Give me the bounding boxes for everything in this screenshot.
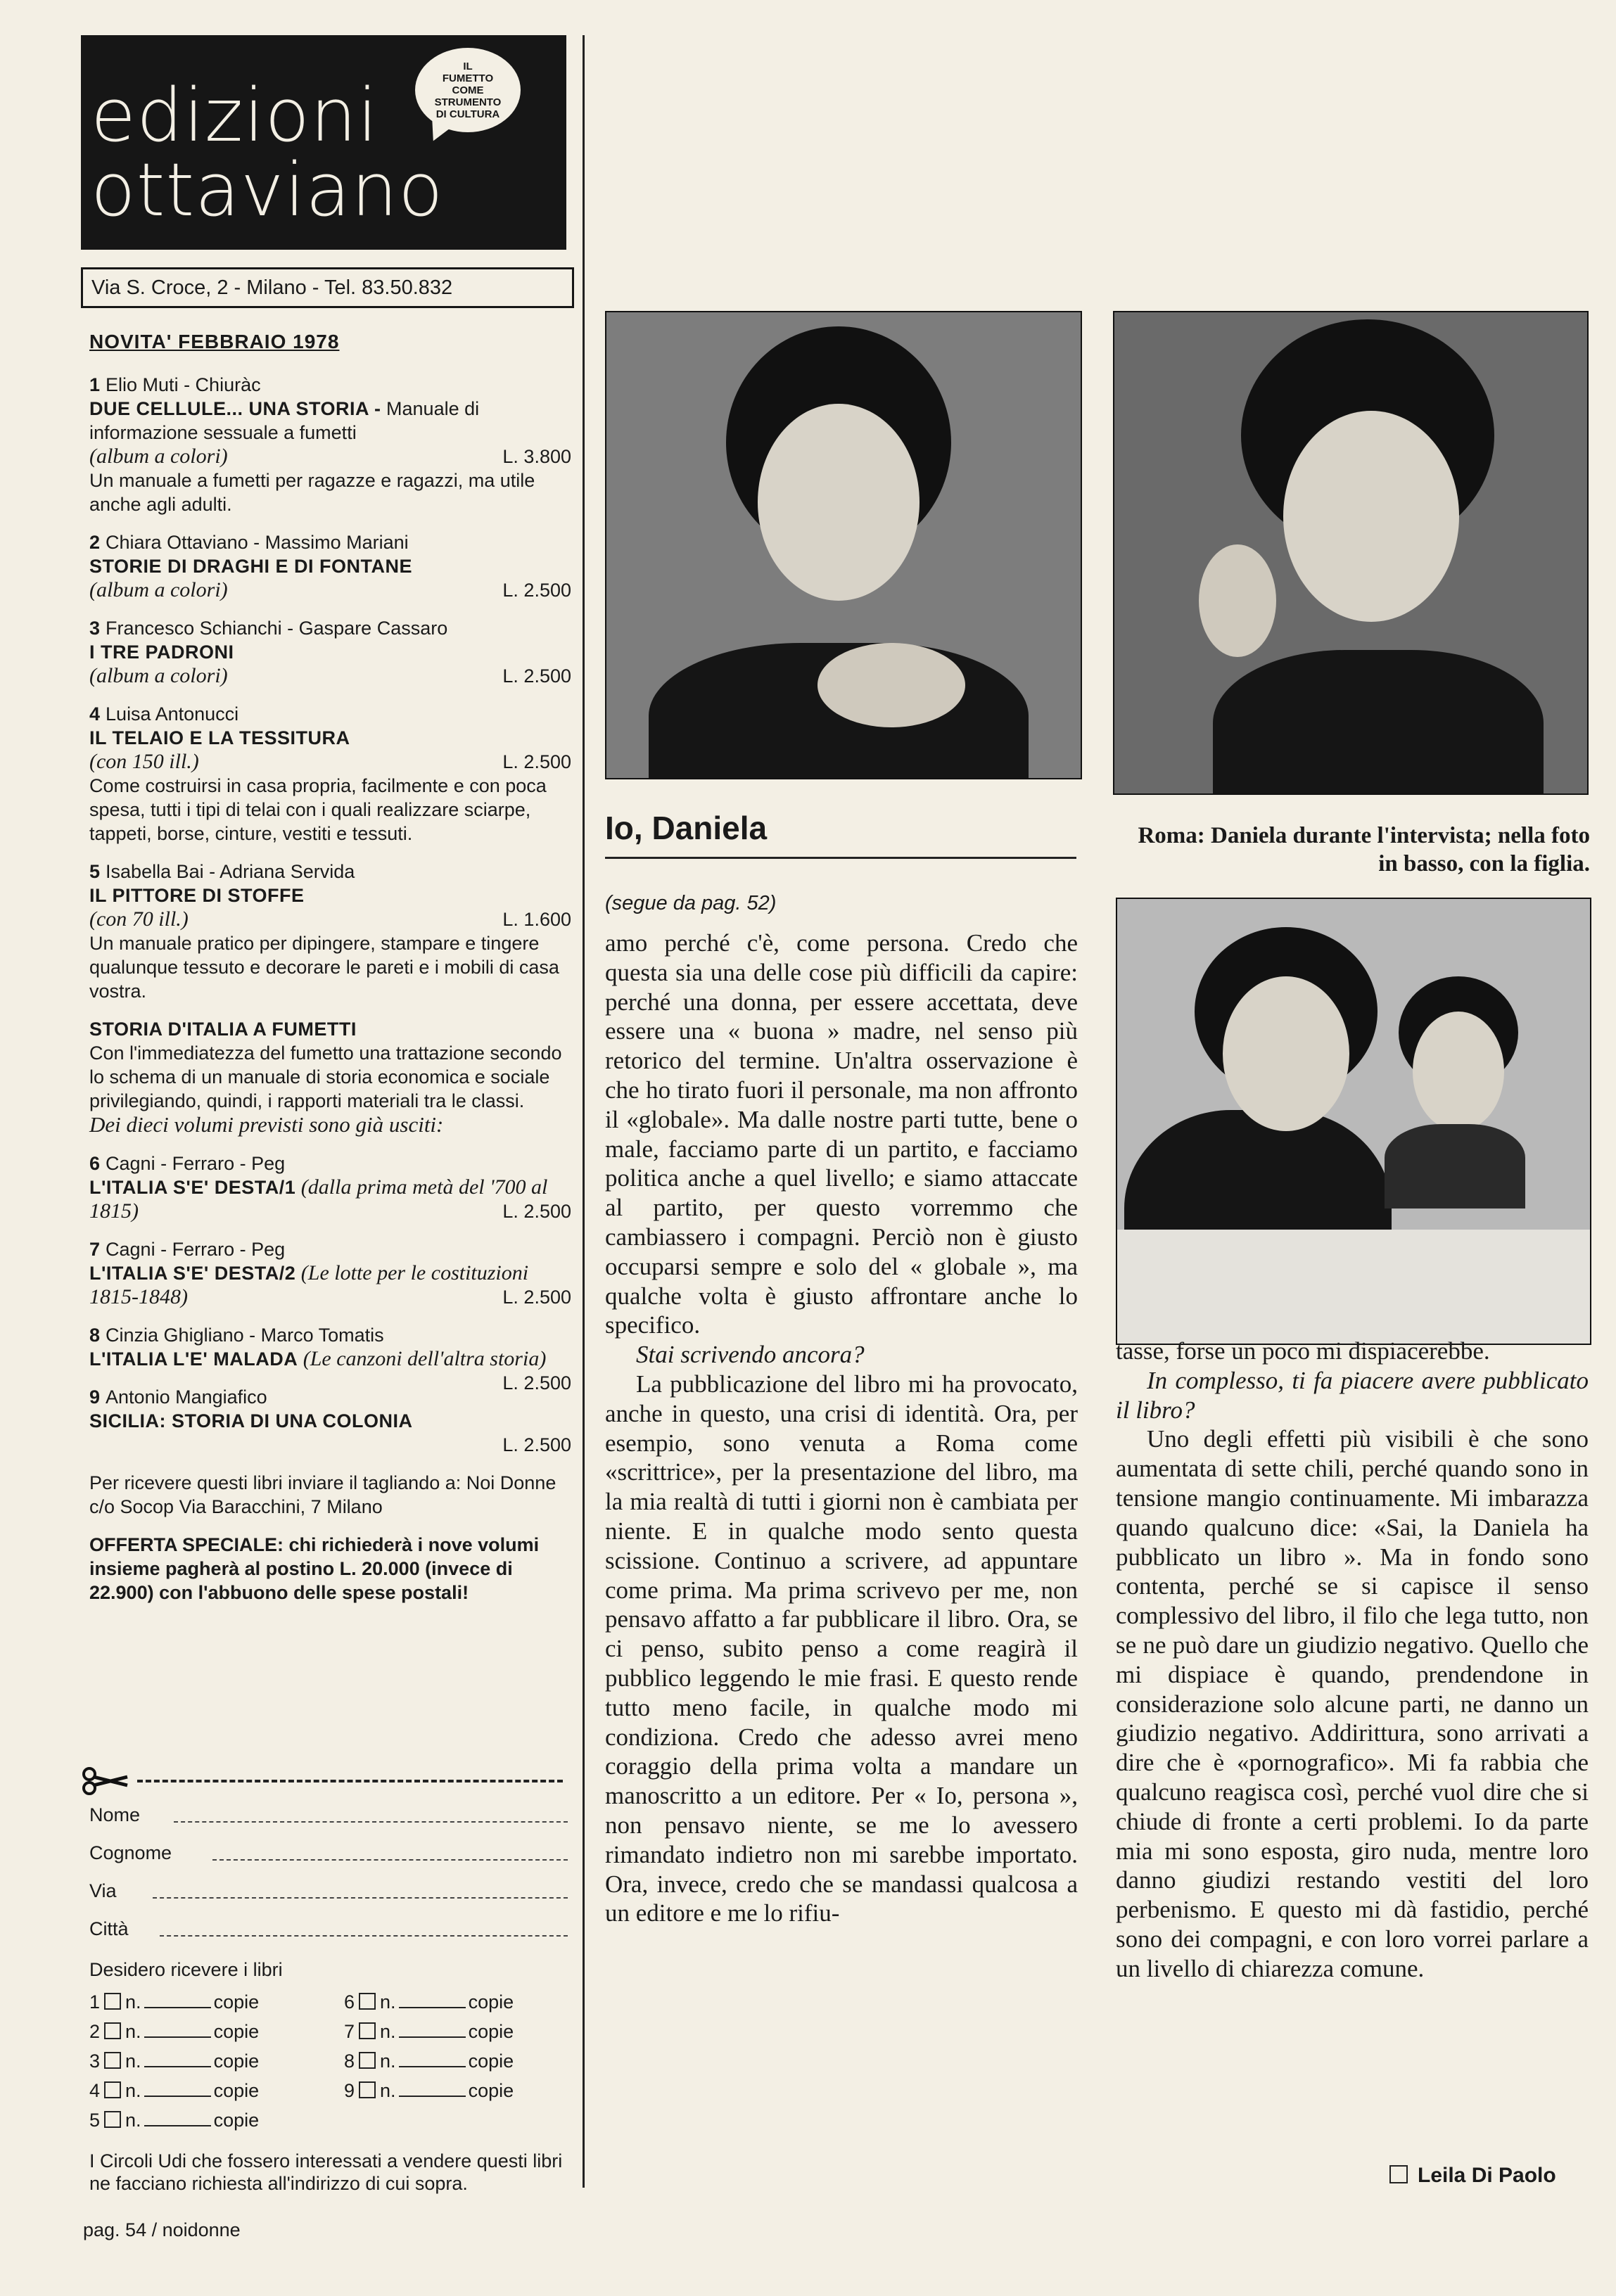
copie-label: copie [213,2051,260,2072]
book-authors: Cagni - Ferraro - Peg [106,1153,286,1174]
n-label: n. [380,1991,396,2013]
book-format: (Le lotte per le costituzioni 1815-1848) [89,1261,529,1308]
photo-shape [1199,544,1276,657]
book-list [89,373,571,1619]
copies-blank[interactable] [144,2096,211,2097]
copies-number: 3 [89,2051,101,2072]
nome-label: Nome [89,1804,141,1825]
photo-shape [1413,1012,1504,1131]
book-price: L. 2.500 [502,1434,571,1455]
book-item [89,702,571,846]
copie-label: copie [213,2080,260,2101]
cognome-field[interactable] [212,1859,568,1861]
checkbox[interactable] [104,2022,121,2039]
book-title: STORIE DI DRAGHI E DI FONTANE [89,556,413,577]
photo-daniela-smoking [1113,311,1589,795]
publisher-logo [81,35,566,250]
copie-label: copie [468,1991,514,2013]
book-title: IL TELAIO E LA TESSITURA [89,727,350,748]
checkbox[interactable] [359,1993,376,2010]
copie-label: copie [468,2051,514,2072]
book-authors: Francesco Schianchi - Gaspare Cassaro [106,618,448,639]
copies-blank[interactable] [399,2096,466,2097]
book-number: 6 [89,1153,101,1174]
book-price: L. 2.500 [502,665,571,687]
checkbox[interactable] [359,2052,376,2069]
book-format: (album a colori) [89,664,228,687]
copie-label: copie [468,2021,514,2042]
book-item [89,1237,571,1309]
n-label: n. [125,2110,141,2131]
book-description: Un manuale pratico per dipingere, stampare e tingere qualunque tessuto e decorare le pareti e i mobili di casa vostra. [89,933,559,1002]
order-instructions: Per ricevere questi libri inviare il tagliando a: Noi Donne c/o Socop Via Baracchini, 7 Milano [89,1472,556,1517]
book-format: (con 70 ill.) [89,907,189,931]
series-title: STORIA D'ITALIA A FUMETTI [89,1019,357,1040]
book-price: L. 2.500 [502,1287,571,1308]
series-block [89,1017,571,1137]
article-column-1 [605,929,1078,1928]
bubble-line: COME [452,84,484,96]
book-title: IL PITTORE DI STOFFE [89,885,305,906]
copies-row [344,1991,514,2020]
article-paragraph: Uno degli effetti più visibili è che sono aumentata di sette chili, perché quando sono in tensione mangio continuamente. Mi imbarazza quando qualcuno dice: «Sai, la Daniela ha pubblicato un libro ». Ma in fondo sono contenta, perché se si capisce il senso complessivo del libro, il filo che lega tutto, non se ne può dare un giudizio negativo. Quello che mi dispiace è quando, prendendone in considerazione solo alcune parti, ne danno un giudizio negativo. Addirittura, sono arrivati a dire che è «pornografico». Mi fa rabbia che qualcuno reagisca così, perché vuol dire che si chiude di fronte a certi problemi. Io da parte mia mi sono esposta, giro nuda, mentre loro danno giudizi restando vestiti del loro perbenismo. E questo mi dà fastidio, perché sono dei compagni, e con loro vorrei parlare a un livello di chiarezza comune. [1116,1425,1589,1982]
photo-shape [1283,411,1459,622]
section-title: NOVITA' FEBBRAIO 1978 [89,331,340,352]
n-label: n. [125,2021,141,2042]
nome-row [89,1804,568,1842]
copies-number: 8 [344,2051,355,2072]
book-price: L. 2.500 [502,580,571,601]
photo-daniela-talking [605,311,1082,779]
photo-shape [1223,976,1349,1131]
n-label: n. [380,2080,396,2101]
copies-blank[interactable] [144,2125,211,2126]
book-item [89,860,571,1003]
author-signature [1389,2164,1556,2188]
book-format: (Le canzoni dell'altra storia) [303,1347,547,1370]
book-item [89,373,571,516]
article-paragraph: tasse, forse un poco mi dispiacerebbe. [1116,1337,1490,1365]
citta-row [89,1918,568,1956]
book-price: L. 3.800 [502,446,571,467]
photo-shape [1117,1230,1590,1344]
book-format: (dalla prima metà del '700 al 1815) [89,1175,548,1223]
publisher-ad [81,35,573,2194]
book-item [89,616,571,688]
book-authors: Cinzia Ghigliano - Marco Tomatis [106,1325,384,1346]
photo-caption: Roma: Daniela durante l'intervista; nella foto in basso, con la figlia. [1138,823,1590,876]
book-item [89,1152,571,1223]
bubble-line: IL [463,60,473,72]
via-field[interactable] [153,1897,568,1899]
cognome-row [89,1842,568,1880]
bubble-line: STRUMENTO [434,96,502,108]
photo-daniela-with-daughter [1116,898,1591,1345]
end-mark-icon [1389,2165,1408,2183]
copies-number: 9 [344,2080,355,2101]
book-authors: Elio Muti - Chiuràc [106,374,261,395]
coupon-cut-line [81,1767,566,1795]
book-title: I TRE PADRONI [89,642,234,663]
copies-number: 5 [89,2110,101,2131]
article-column-2 [1116,1337,1589,1984]
book-format: (album a colori) [89,445,228,468]
copie-label: copie [213,1991,260,2013]
checkbox[interactable] [104,2052,121,2069]
article-paragraph: La pubblicazione del libro mi ha provocato, anche in questo, una crisi di identità. Ora, per esempio, sono venuta a Roma come «scrittrice», per la presentazione del libro, ma la mia realtà di tutti i giorni non è cambiata per niente. E in qualche modo sento questa scissione. Continuo a scrivere, ad appuntare come prima. Ma prima scrivevo per me, non pensavo affatto a far pubblicare il libro. Ora, se ci penso, subito penso a come reagirà il pubblico leggendo le mie frasi. E questo rende tutto meno facile, in qualche modo mi condiziona. Credo che adesso avrei meno coraggio della prima volta a mandare un manoscritto a un editore. Per « Io, persona », non pensavo niente, se me lo avessero rimandato indietro non mi sarebbe importato. Ora, invece, credo che se mandassi qualcosa a un editore e me lo rifiu- [605,1370,1078,1927]
copie-label: copie [213,2110,260,2131]
column-divider [583,35,585,2188]
book-price: L. 2.500 [502,751,571,772]
logo-line-2: ottaviano [91,147,444,233]
via-row [89,1880,568,1918]
photo-shape [1213,650,1544,795]
copies-row [89,2110,259,2138]
article-paragraph: amo perché c'è, come persona. Credo che questa sia una delle cose più difficili da capire: perché una donna, per essere accettata, deve essere una « buona » madre, nel senso più retorico del termine. Un'altra osservazione è che ho tirato fuori il personale, ma non affronto il «globale». Ma dalle nostre parti tutte, bene o male, facciamo parte di un partito, e facciamo politica anche a quel livello; e siamo attaccate al partito, per questo vorremmo che cambiassero i compagni. Perciò non è giusto occuparsi sempre e solo del « globale », ma qualche volta è giusto affrontare anche lo specifico. [605,929,1078,1339]
copies-row [344,2021,514,2049]
copies-number: 4 [89,2080,101,2101]
book-format: (con 150 ill.) [89,750,199,773]
copies-blank[interactable] [144,2066,211,2067]
copies-blank[interactable] [144,2036,211,2038]
book-number: 2 [89,532,101,553]
book-number: 7 [89,1239,101,1260]
page-footer: pag. 54 / noidonne [83,2219,241,2240]
order-coupon [89,1804,568,2153]
series-description: Con l'immediatezza del fumetto una trattazione secondo lo schema di un manuale di storia economica e sociale privilegiando, quindi, i rapporti materiali tra le classi. [89,1042,562,1111]
book-title: L'ITALIA S'E' DESTA/2 [89,1263,296,1284]
book-number: 4 [89,703,101,725]
book-title: L'ITALIA S'E' DESTA/1 [89,1177,296,1198]
book-title: L'ITALIA L'E' MALADA [89,1348,298,1370]
photo-shape [817,643,965,727]
citta-label: Città [89,1918,129,1939]
copies-row [89,2080,259,2108]
continued-from: (segue da pag. 52) [605,892,777,914]
book-authors: Cagni - Ferraro - Peg [106,1239,286,1260]
checkbox[interactable] [359,2081,376,2098]
n-label: n. [125,1991,141,2013]
photo-shape [1385,1124,1525,1208]
copies-blank[interactable] [399,2066,466,2067]
book-price: L. 1.600 [502,909,571,930]
copies-number: 6 [344,1991,355,2013]
copies-row [344,2080,514,2108]
book-price: L. 2.500 [502,1201,571,1222]
copies-number: 1 [89,1991,101,2013]
copie-label: copie [213,2021,260,2042]
copies-number: 2 [89,2021,101,2042]
logo-line-1: edizioni [91,72,378,158]
n-label: n. [380,2051,396,2072]
book-number: 8 [89,1325,101,1346]
book-title: DUE CELLULE... UNA STORIA - [89,398,381,419]
interview-question: Stai scrivendo ancora? [636,1341,865,1369]
copies-row [89,2051,259,2079]
copies-blank[interactable] [399,2036,466,2038]
book-description: Un manuale a fumetti per ragazze e ragazzi, ma utile anche agli adulti. [89,470,535,515]
bubble-line: DI CULTURA [435,108,500,120]
copies-blank[interactable] [399,2007,466,2008]
checkbox[interactable] [104,2111,121,2128]
citta-field[interactable] [160,1935,568,1937]
special-offer: OFFERTA SPECIALE: chi richiederà i nove volumi insieme pagherà al postino L. 20.000 (invece di 22.900) con l'abbuono delle spese postali! [89,1534,540,1603]
author-name: Leila Di Paolo [1418,2164,1556,2187]
n-label: n. [125,2080,141,2101]
book-subtitle: Manuale di informazione sessuale a fumetti [89,398,480,443]
cognome-label: Cognome [89,1842,172,1863]
bubble-text [422,60,514,120]
dashed-line [137,1780,563,1782]
n-label: n. [380,2021,396,2042]
copies-grid [89,1991,568,2153]
book-format: (album a colori) [89,578,228,601]
book-authors: Isabella Bai - Adriana Servida [106,861,355,882]
copies-row [344,2051,514,2079]
book-number: 1 [89,374,101,395]
checkbox[interactable] [104,2081,121,2098]
book-price: L. 2.500 [502,1372,571,1393]
book-number: 3 [89,618,101,639]
checkbox[interactable] [359,2022,376,2039]
book-authors: Antonio Mangiafico [106,1386,267,1408]
n-label: n. [125,2051,141,2072]
book-authors: Chiara Ottaviano - Massimo Mariani [106,532,409,553]
interview-question: In complesso, ti fa piacere avere pubblicato il libro? [1116,1366,1589,1424]
publisher-address: Via S. Croce, 2 - Milano - Tel. 83.50.832 [81,267,574,308]
copies-row [89,2021,259,2049]
book-title: SICILIA: STORIA DI UNA COLONIA [89,1410,413,1431]
book-item [89,1323,571,1393]
photo-shape [758,404,920,601]
book-item [89,530,571,602]
title-rule [605,857,1076,859]
book-description: Come costruirsi in casa propria, facilmente e con poca spesa, tutti i tipi di telai con i quali realizzare sciarpe, tappeti, borse, cinture, vestiti e tessuti. [89,775,547,844]
copies-blank[interactable] [144,2007,211,2008]
series-note: Dei dieci volumi previsti sono già usciti: [89,1112,444,1137]
scissors-icon [81,1767,130,1795]
checkbox[interactable] [104,1993,121,2010]
copies-number: 7 [344,2021,355,2042]
bubble-line: FUMETTO [442,72,494,84]
nome-field[interactable] [174,1821,568,1823]
book-item [89,1385,571,1457]
copies-row [89,1991,259,2020]
via-label: Via [89,1880,117,1901]
desidero-label: Desidero ricevere i libri [89,1959,283,1980]
book-number: 5 [89,861,101,882]
article-title: Io, Daniela [605,810,768,846]
book-number: 9 [89,1386,101,1408]
book-authors: Luisa Antonucci [106,703,239,725]
copie-label: copie [468,2080,514,2101]
circoli-note: I Circoli Udi che fossero interessati a vendere questi libri ne facciano richiesta all'indirizzo di cui sopra. [89,2150,563,2194]
